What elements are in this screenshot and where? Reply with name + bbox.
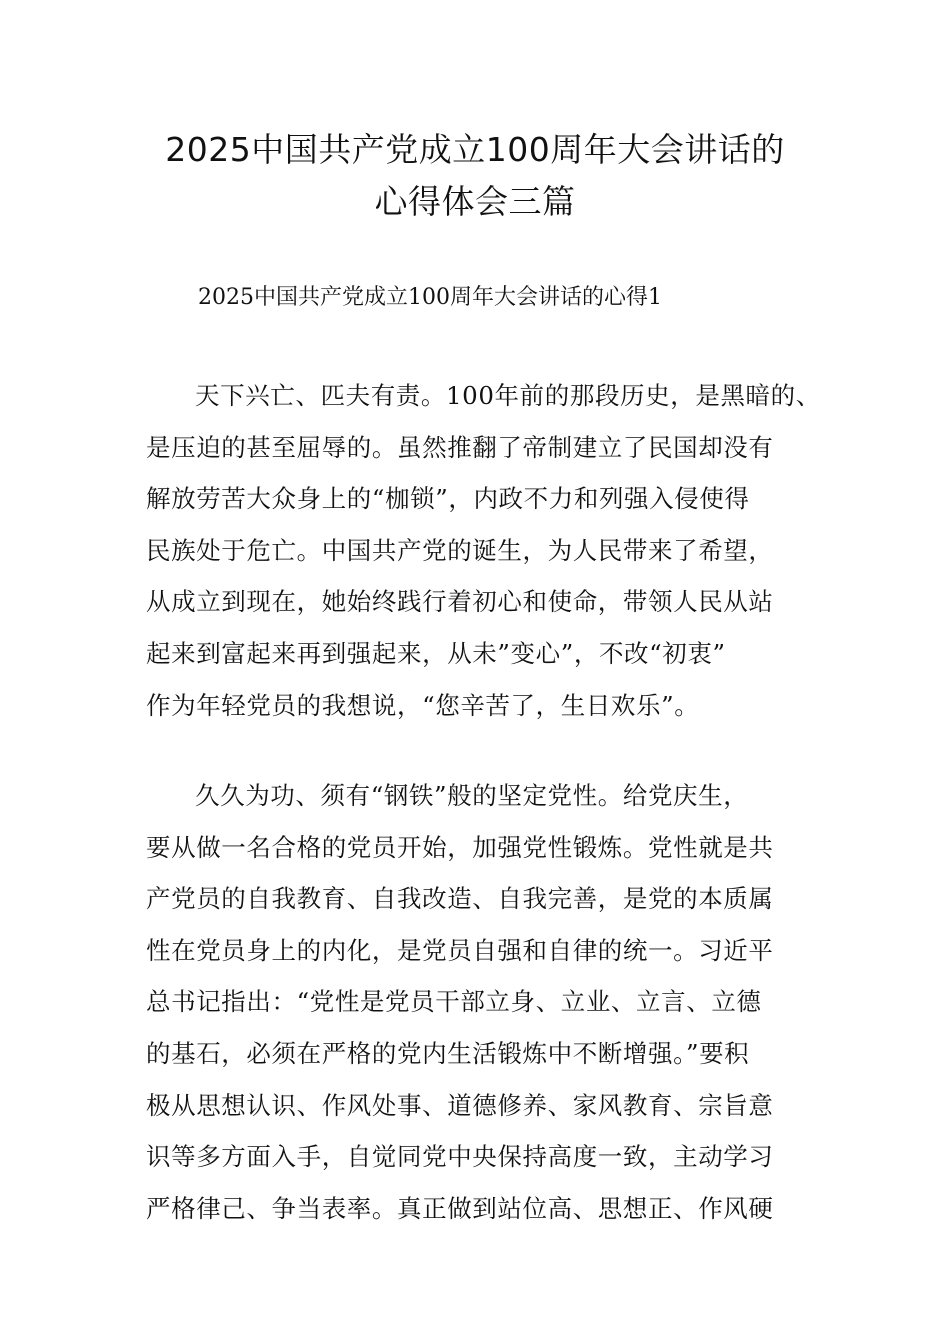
paragraph-line: 是压迫的甚至屈辱的。虽然推翻了帝制建立了民国却没有 [146, 432, 774, 462]
paragraph-line: 性在党员身上的内化，是党员自强和自律的统一。习近平 [146, 935, 774, 965]
paragraph-1 [146, 380, 846, 741]
paragraph-line: 要从做一名合格的党员开始，加强党性锻炼。党性就是共 [146, 832, 774, 862]
paragraph-line: 起来到富起来再到强起来，从未”变心”，不改“初衷” [146, 638, 726, 668]
paragraph-line: 久久为功、须有“钢铁”般的坚定党性。给党庆生， [195, 781, 749, 810]
paragraph-line: 民族处于危亡。中国共产党的诞生，为人民带来了希望， [146, 535, 774, 565]
document-title-line-1: 2025中国共产党成立100周年大会讲话的 [165, 130, 785, 169]
paragraph-2 [146, 780, 846, 1244]
paragraph-line: 从成立到现在，她始终践行着初心和使命，带领人民从站 [146, 587, 774, 617]
document-title-line-2: 心得体会三篇 [374, 182, 576, 221]
paragraph-line: 识等多方面入手，自觉同党中央保持高度一致，主动学习 [146, 1142, 774, 1172]
paragraph-line: 解放劳苦大众身上的“枷锁”，内政不力和列强入侵使得 [146, 484, 750, 514]
paragraph-line: 天下兴亡、匹夫有责。100年前的那段历史，是黑暗的、 [195, 381, 821, 410]
paragraph-line: 作为年轻党员的我想说，“您辛苦了，生日欢乐”。 [146, 690, 700, 720]
paragraph-line: 极从思想认识、作风处事、道德修养、家风教育、宗旨意 [146, 1090, 774, 1120]
paragraph-line: 产党员的自我教育、自我改造、自我完善，是党的本质属 [146, 884, 774, 914]
paragraph-line: 严格律己、争当表率。真正做到站位高、思想正、作风硬 [146, 1193, 774, 1223]
paragraph-line: 总书记指出：“党性是党员干部立身、立业、立言、立德 [146, 987, 762, 1017]
paragraph-line: 的基石，必须在严格的党内生活锻炼中不断增强。”要积 [146, 1038, 750, 1068]
section-heading: 2025中国共产党成立100周年大会讲话的心得1 [198, 285, 662, 310]
